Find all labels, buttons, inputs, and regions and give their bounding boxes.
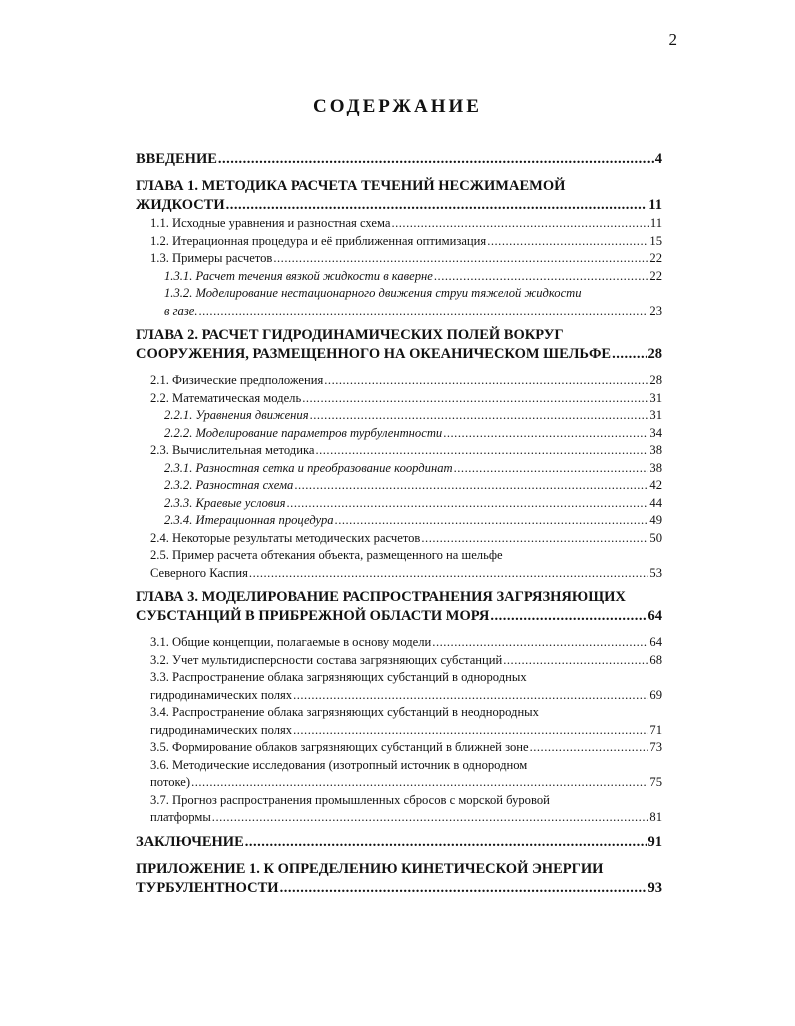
toc-entry-title: 2.2.2. Моделирование параметров турбулентности [164, 425, 443, 440]
toc-entry-page: 22 [649, 268, 662, 283]
dot-leader [273, 250, 648, 268]
toc-entry-title: 2.3. Вычислительная методика [150, 443, 315, 457]
toc-entry [136, 547, 662, 582]
toc-entry-title: в газе. [164, 303, 198, 318]
toc-entry-page: 31 [649, 408, 662, 422]
dot-leader [454, 460, 649, 478]
toc-entry [136, 326, 662, 364]
dot-leader [212, 809, 649, 827]
dot-leader [315, 442, 648, 460]
toc-entry-title: 3.2. Учет мультидисперсности состава загрязняющих субстанций [150, 652, 503, 667]
dot-leader [198, 303, 648, 321]
toc-entry [136, 372, 662, 390]
dot-leader [218, 150, 654, 169]
toc-entry [136, 215, 662, 233]
toc-entry [136, 250, 662, 268]
toc-entry-page: 81 [649, 810, 662, 824]
toc-entry [136, 407, 662, 425]
toc-entry-title: ЗАКЛЮЧЕНИЕ [136, 833, 244, 850]
toc-entry-page: 49 [649, 513, 662, 527]
table-of-contents [136, 150, 662, 906]
toc-entry-title-line: ГЛАВА 2. РАСЧЕТ ГИДРОДИНАМИЧЕСКИХ ПОЛЕЙ ВОКРУГ [136, 327, 564, 343]
toc-entry [136, 588, 662, 626]
toc-entry [136, 150, 662, 169]
toc-entry [136, 512, 662, 530]
dot-leader [294, 477, 648, 495]
dot-leader [302, 390, 648, 408]
toc-entry-title: ЖИДКОСТИ [136, 197, 225, 213]
toc-entry-title: 1.2. Итерационная процедура и её приближенная оптимизация [150, 233, 487, 248]
toc-entry-page: 50 [649, 530, 662, 545]
toc-entry [136, 495, 662, 513]
dot-leader [503, 652, 648, 670]
toc-entry-page: 34 [649, 425, 662, 440]
toc-entry-page: 91 [647, 833, 662, 850]
toc-entry [136, 833, 662, 852]
toc-entry-page: 28 [647, 346, 662, 362]
toc-entry-page: 53 [649, 565, 662, 580]
page-title: СОДЕРЖАНИЕ [313, 96, 482, 117]
toc-entry-page: 28 [649, 373, 662, 387]
toc-entry-page: 64 [649, 635, 662, 649]
toc-entry-title: 2.4. Некоторые результаты методических расчетов [150, 530, 421, 545]
toc-entry [136, 233, 662, 251]
toc-entry-page: 68 [649, 652, 662, 667]
toc-entry-title: потоке) [150, 775, 191, 789]
toc-entry-title: ВВЕДЕНИЕ [136, 151, 217, 167]
toc-entry [136, 425, 662, 443]
toc-entry-title: СООРУЖЕНИЯ, РАЗМЕЩЕННОГО НА ОКЕАНИЧЕСКОМ ШЕЛЬФЕ [136, 346, 612, 362]
toc-entry [136, 530, 662, 548]
toc-entry-title: гидродинамических полях [150, 722, 293, 737]
toc-entry-page: 75 [649, 775, 662, 789]
toc-entry-title: 1.1. Исходные уравнения и разностная схема [150, 216, 391, 230]
toc-entry-title: 1.3.1. Расчет течения вязкой жидкости в каверне [164, 268, 433, 283]
toc-entry-page: 69 [649, 687, 662, 702]
toc-entry [136, 390, 662, 408]
toc-entry-title: 3.1. Общие концепции, полагаемые в основу модели [150, 635, 432, 649]
toc-entry [136, 477, 662, 495]
dot-leader [324, 372, 648, 390]
toc-entry-title-line: 3.4. Распространение облака загрязняющих субстанций в неоднородных [150, 705, 539, 719]
toc-entry-title: платформы [150, 810, 211, 824]
dot-leader [612, 345, 646, 364]
toc-entry-title: 2.3.2. Разностная схема [164, 478, 294, 492]
toc-entry-page: 38 [649, 460, 662, 475]
toc-entry [136, 442, 662, 460]
toc-entry-page: 31 [649, 390, 662, 405]
dot-leader [434, 268, 649, 286]
toc-entry [136, 177, 662, 215]
toc-entry-title-line: 2.5. Пример расчета обтекания объекта, размещенного на шельфе [150, 548, 503, 562]
toc-entry-title-line: ПРИЛОЖЕНИЕ 1. К ОПРЕДЕЛЕНИЮ КИНЕТИЧЕСКОЙ ЭНЕРГИИ [136, 860, 604, 877]
toc-entry [136, 704, 662, 739]
toc-entry-page: 22 [649, 251, 662, 265]
toc-entry [136, 652, 662, 670]
toc-entry-page: 15 [649, 233, 662, 248]
toc-entry-title: 2.3.1. Разностная сетка и преобразование координат [164, 460, 453, 475]
toc-entry-title-line: 1.3.2. Моделирование нестационарного движения струи тяжелой жидкости [164, 286, 582, 300]
dot-leader [245, 833, 647, 852]
toc-entry-title-line: 3.7. Прогноз распространения промышленных сбросов с морской буровой [150, 792, 550, 807]
toc-entry [136, 669, 662, 704]
toc-entry [136, 268, 662, 286]
toc-entry [136, 460, 662, 478]
dot-leader [293, 687, 648, 705]
toc-entry-title-line: 3.6. Методические исследования (изотропный источник в однородном [150, 757, 528, 772]
dot-leader [490, 607, 646, 626]
toc-entry-title: 3.5. Формирование облаков загрязняющих субстанций в ближней зоне [150, 740, 529, 754]
toc-entry-title: 1.3. Примеры расчетов [150, 251, 273, 265]
toc-entry-title-line: 3.3. Распространение облака загрязняющих субстанций в однородных [150, 670, 527, 684]
toc-entry-page: 11 [648, 197, 662, 213]
dot-leader [310, 407, 649, 425]
dot-leader [421, 530, 648, 548]
dot-leader [391, 215, 648, 233]
toc-entry-page: 73 [649, 740, 662, 754]
dot-leader [443, 425, 648, 443]
toc-entry-title: 2.2.1. Уравнения движения [164, 408, 309, 422]
dot-leader [280, 879, 647, 898]
toc-entry-title: 2.3.4. Итерационная процедура [164, 513, 334, 527]
toc-entry [136, 860, 662, 898]
toc-entry-page: 44 [649, 495, 662, 510]
dot-leader [287, 495, 649, 513]
toc-entry [136, 757, 662, 792]
toc-entry-title: 2.2. Математическая модель [150, 390, 302, 405]
toc-entry-page: 64 [647, 608, 662, 624]
toc-entry-title: ТУРБУЛЕНТНОСТИ [136, 879, 279, 896]
dot-leader [191, 774, 648, 792]
toc-entry [136, 792, 662, 827]
dot-leader [249, 565, 648, 583]
toc-entry-page: 4 [654, 151, 662, 167]
toc-entry [136, 634, 662, 652]
dot-leader [226, 196, 648, 215]
dot-leader [432, 634, 648, 652]
toc-entry-title-line: ГЛАВА 3. МОДЕЛИРОВАНИЕ РАСПРОСТРАНЕНИЯ ЗАГРЯЗНЯЮЩИХ [136, 589, 626, 605]
toc-entry-page: 42 [649, 478, 662, 492]
toc-entry-title: гидродинамических полях [150, 687, 293, 702]
page-number: 2 [668, 30, 677, 49]
toc-entry-page: 93 [647, 879, 662, 896]
toc-entry-title: СУБСТАНЦИЙ В ПРИБРЕЖНОЙ ОБЛАСТИ МОРЯ [136, 608, 490, 624]
toc-entry [136, 739, 662, 757]
dot-leader [530, 739, 649, 757]
toc-entry-page: 71 [649, 722, 662, 737]
toc-entry-page: 23 [649, 303, 662, 318]
dot-leader [487, 233, 648, 251]
toc-entry-title: 2.3.3. Краевые условия [164, 495, 286, 510]
dot-leader [293, 722, 648, 740]
toc-entry-title: Северного Каспия [150, 565, 248, 580]
toc-entry-title-line: ГЛАВА 1. МЕТОДИКА РАСЧЕТА ТЕЧЕНИЙ НЕСЖИМАЕМОЙ [136, 178, 566, 194]
toc-entry-title: 2.1. Физические предположения [150, 373, 324, 387]
toc-entry-page: 38 [649, 443, 662, 457]
toc-entry [136, 285, 662, 320]
dot-leader [335, 512, 649, 530]
toc-entry-page: 11 [649, 216, 662, 230]
